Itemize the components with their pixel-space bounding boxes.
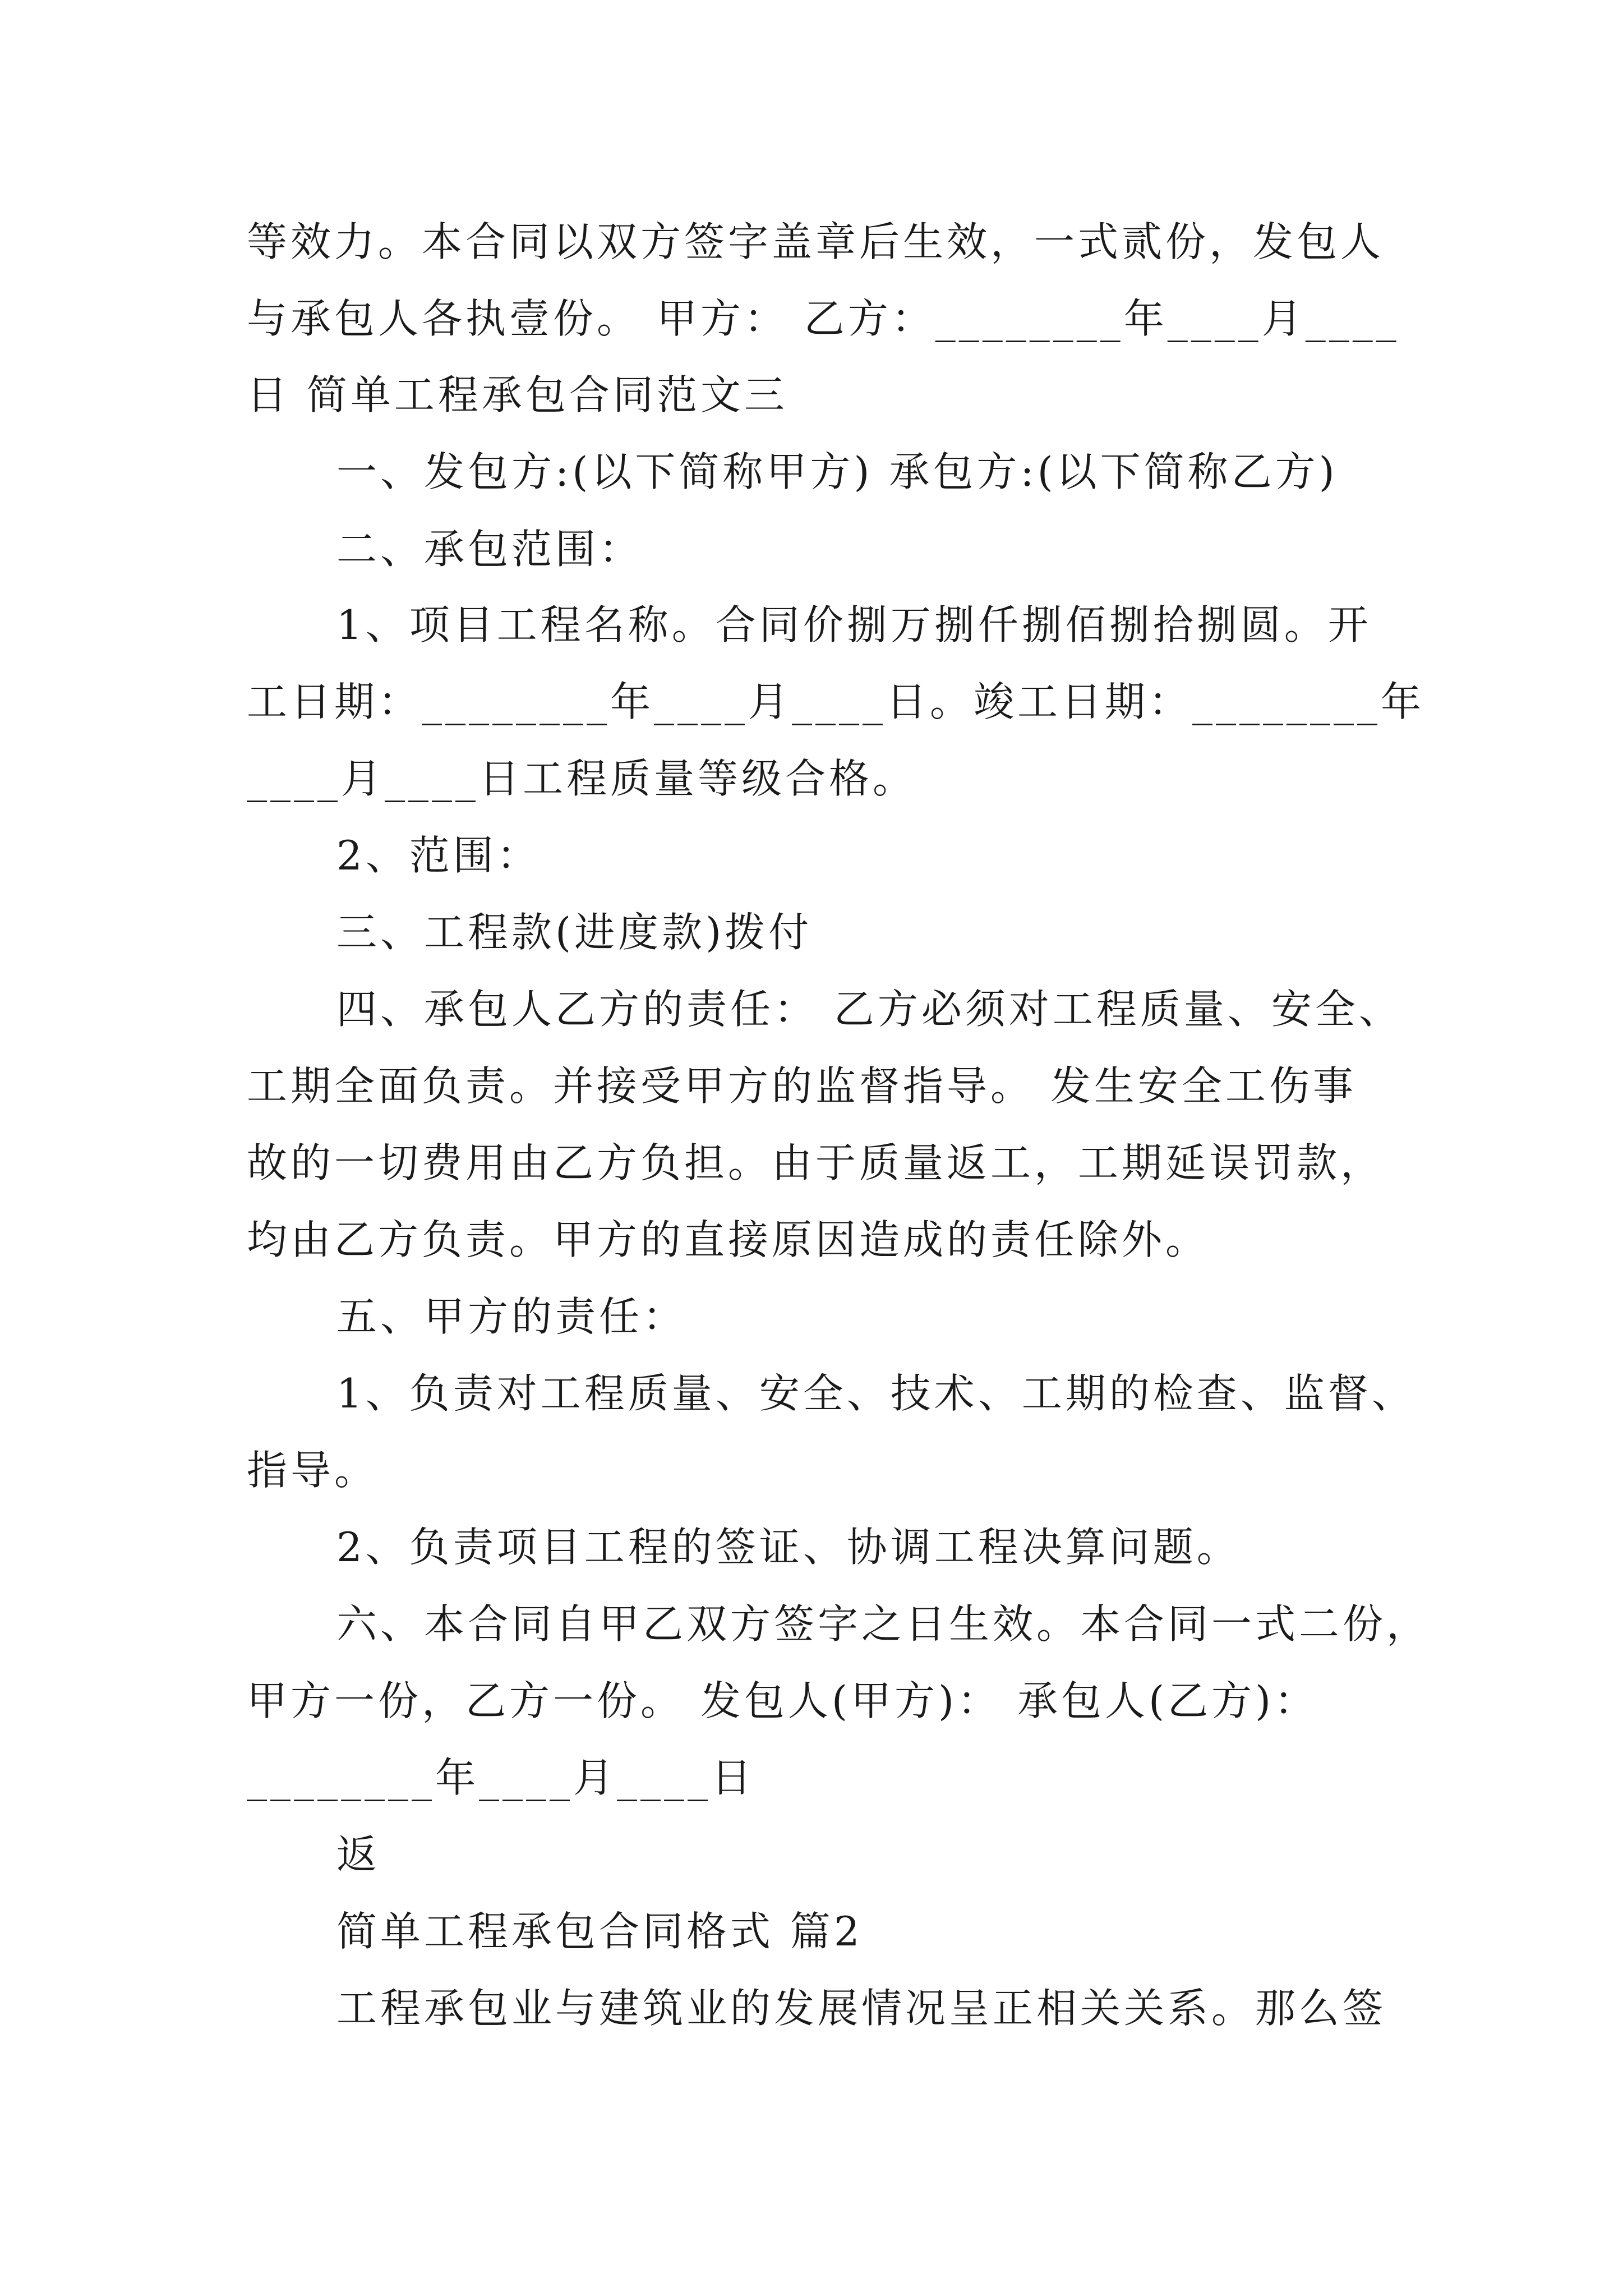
text-line: ____月____日工程质量等级合格。 [247,755,917,802]
text-line: 一、发包方:(以下简称甲方) 承包方:(以下简称乙方) [336,448,1338,495]
text-line: 三、工程款(进度款)拨付 [336,909,813,956]
text-line: 六、本合同自甲乙双方签字之日生效。本合同一式二份， [336,1600,1431,1648]
text-line: 返 [336,1831,381,1878]
text-line: 日 简单工程承包合同范文三 [247,371,788,418]
text-line: 2、范围： [336,832,541,879]
section-heading: 简单工程承包合同格式 篇2 [336,1908,863,1955]
text-line: 1、项目工程名称。合同价捌万捌仟捌佰捌拾捌圆。开 [336,601,1372,648]
text-line: 工期全面负责。并接受甲方的监督指导。 发生安全工伤事 [247,1062,1357,1110]
text-line: 等效力。本合同以双方签字盖章后生效，一式贰份，发包人 [247,218,1385,265]
text-line: 1、负责对工程质量、安全、技术、工期的检查、监督、 [336,1370,1415,1417]
text-line: 指导。 [247,1447,379,1494]
text-line: ________年____月____日 [247,1754,755,1801]
text-line: 二、承包范围： [336,526,643,573]
text-line: 与承包人各执壹份。 甲方： 乙方：________年____月____ [247,295,1400,342]
text-line: 工日期：________年____月____日。竣工日期：________年 [247,678,1425,725]
text-line: 五、甲方的责任： [336,1293,687,1340]
text-line: 2、负责项目工程的签证、协调工程决算问题。 [336,1524,1241,1571]
text-line: 故的一切费用由乙方负担。由于质量返工，工期延误罚款， [247,1139,1385,1186]
text-line: 工程承包业与建筑业的发展情况呈正相关关系。那么签 [336,1985,1387,2032]
text-line: 甲方一份，乙方一份。 发包人(甲方)： 承包人(乙方)： [247,1677,1318,1724]
text-line: 四、承包人乙方的责任： 乙方必须对工程质量、安全、 [336,986,1403,1033]
text-line: 均由乙方负责。甲方的直接原因造成的责任除外。 [247,1216,1210,1263]
